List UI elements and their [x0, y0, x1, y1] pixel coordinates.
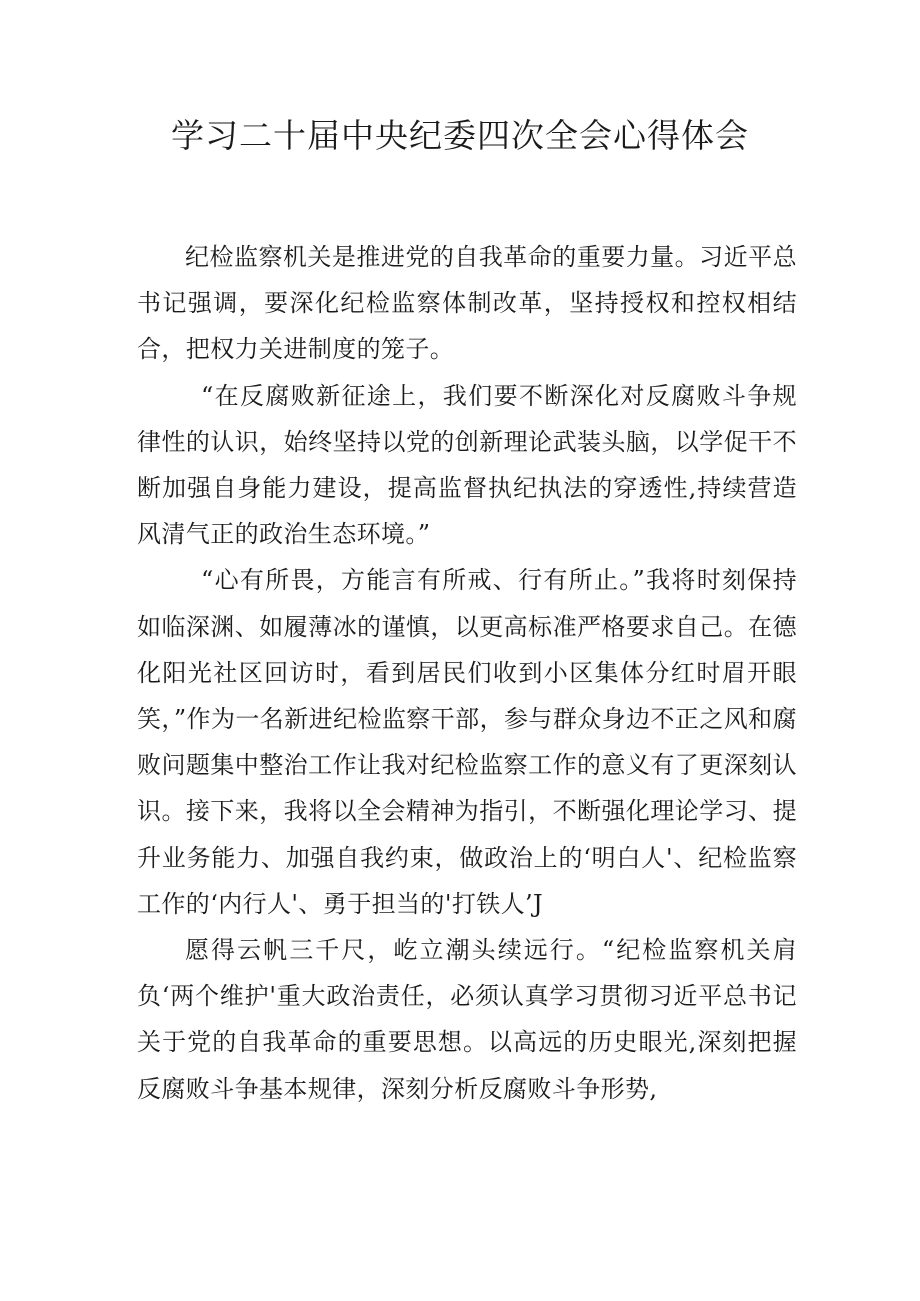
document-title: 学习二十届中央纪委四次全会心得体会: [171, 116, 749, 155]
paragraph-2: “在反腐败新征途上，我们要不断深化对反腐败斗争规律性的认识，始终坚持以党的创新理论武装头脑，以学促干不断加强自身能力建设，提高监督执纪执法的穿透性,持续营造风清气正的政治生态环境。”: [137, 381, 797, 549]
document-body: [137, 234, 797, 1112]
paragraph-4: 愿得云帆三千尺，屹立潮头续远行。“纪检监察机关肩负‘两个维护'重大政治责任，必须认真学习贯彻习近平总书记关于党的自我革命的重要思想。以高远的历史眼光,深刻把握反腐败斗争基本规律，深刻分析反腐败斗争形势,: [137, 936, 797, 1103]
paragraph-1: 纪检监察机关是推进党的自我革命的重要力量。习近平总书记强调，要深化纪检监察体制改革，坚持授权和控权相结合，把权力关进制度的笼子。: [137, 243, 797, 364]
paragraph-3: “心有所畏，方能言有所戒、行有所止。”我将时刻保持如临深渊、如履薄冰的谨慎，以更高标准严格要求自己。在德化阳光社区回访时，看到居民们收到小区集体分红时眉开眼笑，”作为一名新进纪检监察干部，参与群众身边不正之风和腐败问题集中整治工作让我对纪检监察工作的意义有了更深刻认识。接下来，我将以全会精神为指引，不断强化理论学习、提升业务能力、加强自我约束，做政治上的‘明白人'、纪检监察工作的‘内行人'、勇于担当的'打铁人’J: [137, 566, 797, 918]
